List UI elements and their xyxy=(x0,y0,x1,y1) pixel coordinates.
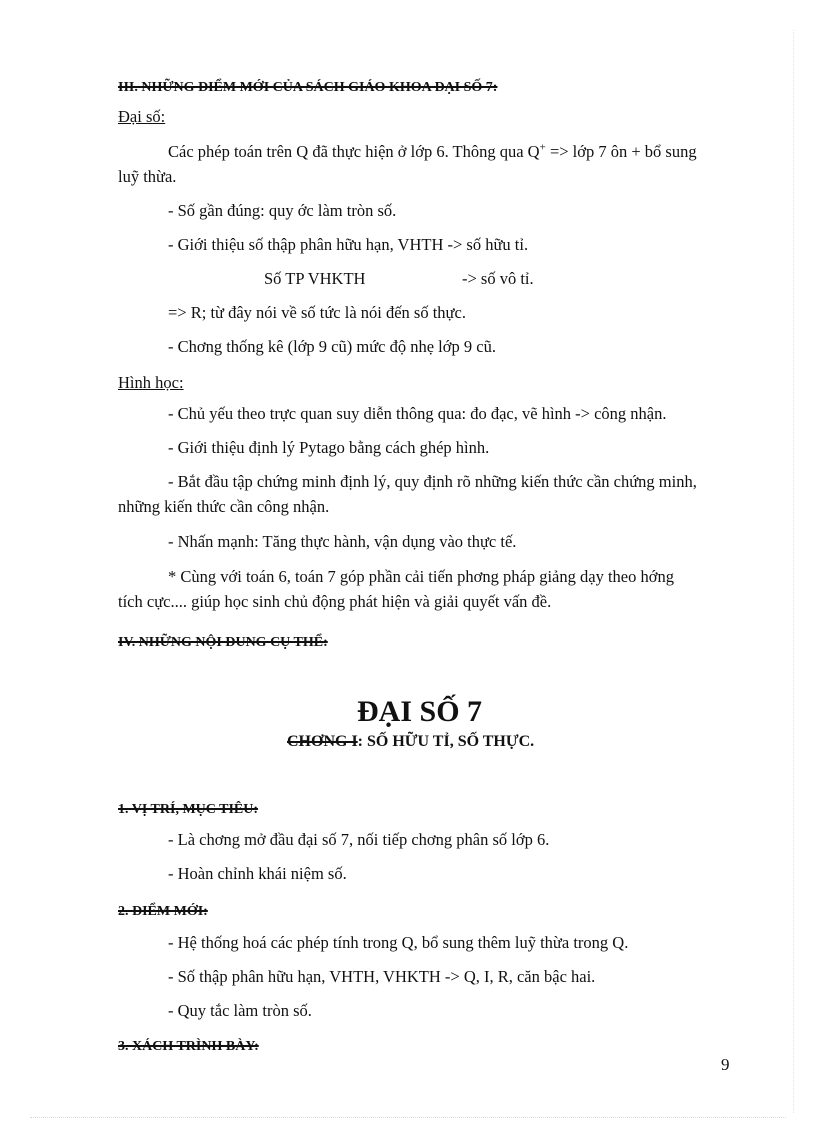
chapter-title: : SỐ HỮU TỈ, SỐ THỰC. xyxy=(357,733,535,750)
algebra-item-irrational-a: Số TP VHKTH xyxy=(264,269,366,288)
subsection-1-item-1: - Là chơng mở đầu đại số 7, nối tiếp chơng phân số lớp 6. xyxy=(168,830,550,849)
geometry-item-intuition: - Chủ yếu theo trực quan suy diễn thông qua: đo đạc, vẽ hình -> công nhận. xyxy=(168,404,667,423)
algebra-p1-text-b: => lớp 7 ôn + bổ sung xyxy=(545,142,697,161)
algebra-item-real: => R; từ đây nói về số tức là nói đến số thực. xyxy=(168,303,466,322)
section-3-heading: III. NHỮNG ĐIỂM MỚI CỦA SÁCH GIÁO KHOA ĐẠI SỐ 7: xyxy=(118,80,498,95)
algebra-p1-text-a: Các phép toán trên Q đã thực hiện ở lớp 6. Thông qua Q xyxy=(168,142,540,161)
geometry-item-proof-line-2: những kiến thức cần công nhận. xyxy=(118,497,330,516)
geometry-item-practice: - Nhấn mạnh: Tăng thực hành, vận dụng vào thực tế. xyxy=(168,532,517,551)
superscript-plus: + xyxy=(539,141,546,154)
algebra-item-decimals: - Giới thiệu số thập phân hữu hạn, VHTH -> số hữu tỉ. xyxy=(168,235,529,254)
algebra-item-approximate: - Số gần đúng: quy ớc làm tròn số. xyxy=(168,201,397,220)
algebra-paragraph-line-1 xyxy=(168,142,697,162)
subsection-2-item-3: - Quy tắc làm tròn số. xyxy=(168,1001,312,1020)
subsection-3-heading: 3. XÁCH TRÌNH BÀY: xyxy=(118,1039,259,1054)
page-right-border xyxy=(793,30,794,1113)
geometry-item-pythagoras: - Giới thiệu định lý Pytago bằng cách ghép hình. xyxy=(168,438,490,457)
subsection-1-item-2: - Hoàn chỉnh khái niệm số. xyxy=(168,864,347,883)
section-4-heading: IV. NHỮNG NỘI DUNG CỤ THỂ: xyxy=(118,635,328,650)
subsection-2-item-2: - Số thập phân hữu hạn, VHTH, VHKTH -> Q, I, R, căn bậc hai. xyxy=(168,967,596,986)
geometry-note-line-1: * Cùng với toán 6, toán 7 góp phần cải tiến phơng pháp giảng dạy theo hớng xyxy=(168,567,674,586)
algebra-label: Đại số: xyxy=(118,107,166,126)
subsection-1-heading: 1. VỊ TRÍ, MỤC TIÊU: xyxy=(118,802,259,817)
geometry-note-line-2: tích cực.... giúp học sinh chủ động phát hiện và giải quyết vấn đề. xyxy=(118,592,552,611)
algebra-item-irrational-b: -> số vô tỉ. xyxy=(462,269,534,288)
subsection-2-heading: 2. ĐIỂM MỚI: xyxy=(118,904,208,919)
geometry-label: Hình học: xyxy=(118,373,184,392)
algebra-paragraph-line-2: luỹ thừa. xyxy=(118,167,177,186)
page-bottom-border xyxy=(30,1117,786,1118)
document-title: ĐẠI SỐ 7 xyxy=(357,695,483,728)
page-number: 9 xyxy=(721,1055,730,1074)
geometry-item-proof-line-1: - Bắt đầu tập chứng minh định lý, quy định rõ những kiến thức cần chứng minh, xyxy=(168,472,697,491)
subsection-2-item-1: - Hệ thống hoá các phép tính trong Q, bổ sung thêm luỹ thừa trong Q. xyxy=(168,933,629,952)
chapter-heading xyxy=(287,733,534,751)
chapter-number: CHƠNG I xyxy=(287,733,358,750)
algebra-item-statistics: - Chơng thống kê (lớp 9 cũ) mức độ nhẹ lớp 9 cũ. xyxy=(168,337,496,356)
